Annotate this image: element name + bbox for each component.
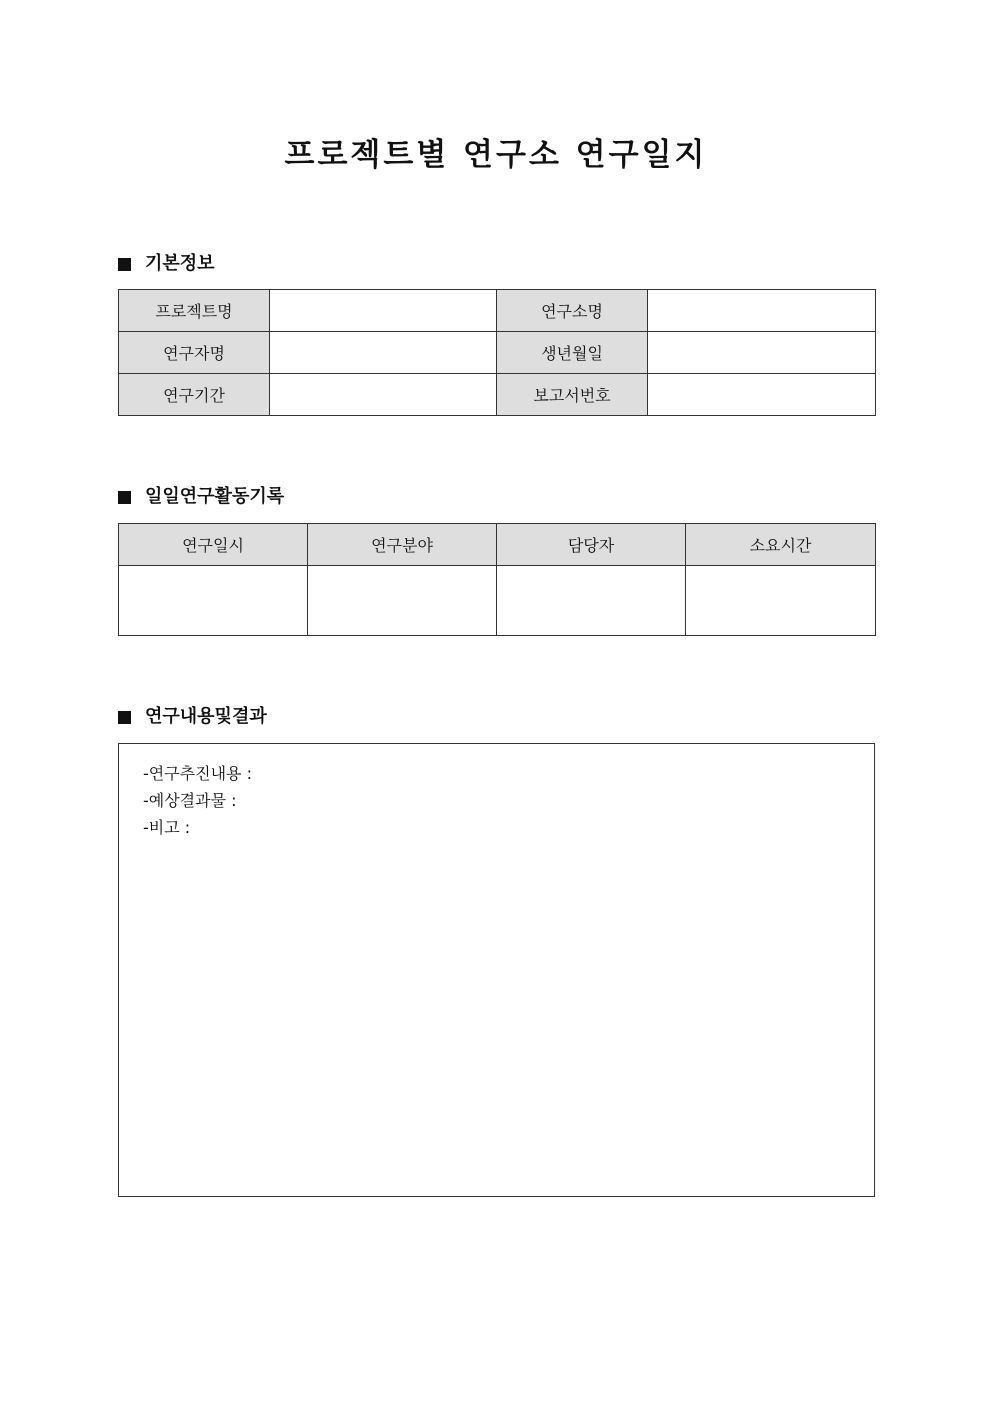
research-field-field[interactable] — [308, 566, 497, 636]
column-header: 소요시간 — [686, 524, 876, 566]
table-header-row — [119, 524, 876, 566]
table-row — [119, 566, 876, 636]
section-heading: 기본정보 — [145, 253, 215, 274]
daily-log-table — [118, 523, 876, 636]
time-spent-field[interactable] — [686, 566, 876, 636]
label-cell: 연구소명 — [497, 290, 648, 332]
research-datetime-field[interactable] — [119, 566, 308, 636]
remarks-line: -비고 : — [143, 818, 191, 837]
section-daily-log — [118, 483, 284, 511]
label-cell: 연구기간 — [119, 374, 270, 416]
square-bullet-icon — [118, 491, 131, 504]
label-cell: 보고서번호 — [497, 374, 648, 416]
page-title: 프로젝트별 연구소 연구일지 — [284, 137, 708, 173]
results-textarea[interactable] — [118, 743, 875, 1197]
table-row — [119, 290, 876, 332]
table-row — [119, 332, 876, 374]
square-bullet-icon — [118, 258, 131, 271]
report-number-field[interactable] — [648, 374, 876, 416]
section-heading: 일일연구활동기록 — [145, 486, 285, 507]
label-cell: 프로젝트명 — [119, 290, 270, 332]
label-cell: 연구자명 — [119, 332, 270, 374]
project-name-field[interactable] — [270, 290, 497, 332]
column-header: 연구일시 — [119, 524, 308, 566]
research-progress-line: -연구추진내용 : — [143, 764, 252, 783]
person-in-charge-field[interactable] — [497, 566, 686, 636]
section-results — [118, 703, 267, 731]
researcher-name-field[interactable] — [270, 332, 497, 374]
column-header: 연구분야 — [308, 524, 497, 566]
basic-info-table — [118, 289, 876, 416]
birth-date-field[interactable] — [648, 332, 876, 374]
section-heading: 연구내용및결과 — [145, 706, 267, 727]
expected-output-line: -예상결과물 : — [143, 791, 237, 810]
table-row — [119, 374, 876, 416]
label-cell: 생년월일 — [497, 332, 648, 374]
column-header: 담당자 — [497, 524, 686, 566]
lab-name-field[interactable] — [648, 290, 876, 332]
research-period-field[interactable] — [270, 374, 497, 416]
section-basic-info — [118, 250, 215, 278]
square-bullet-icon — [118, 711, 131, 724]
